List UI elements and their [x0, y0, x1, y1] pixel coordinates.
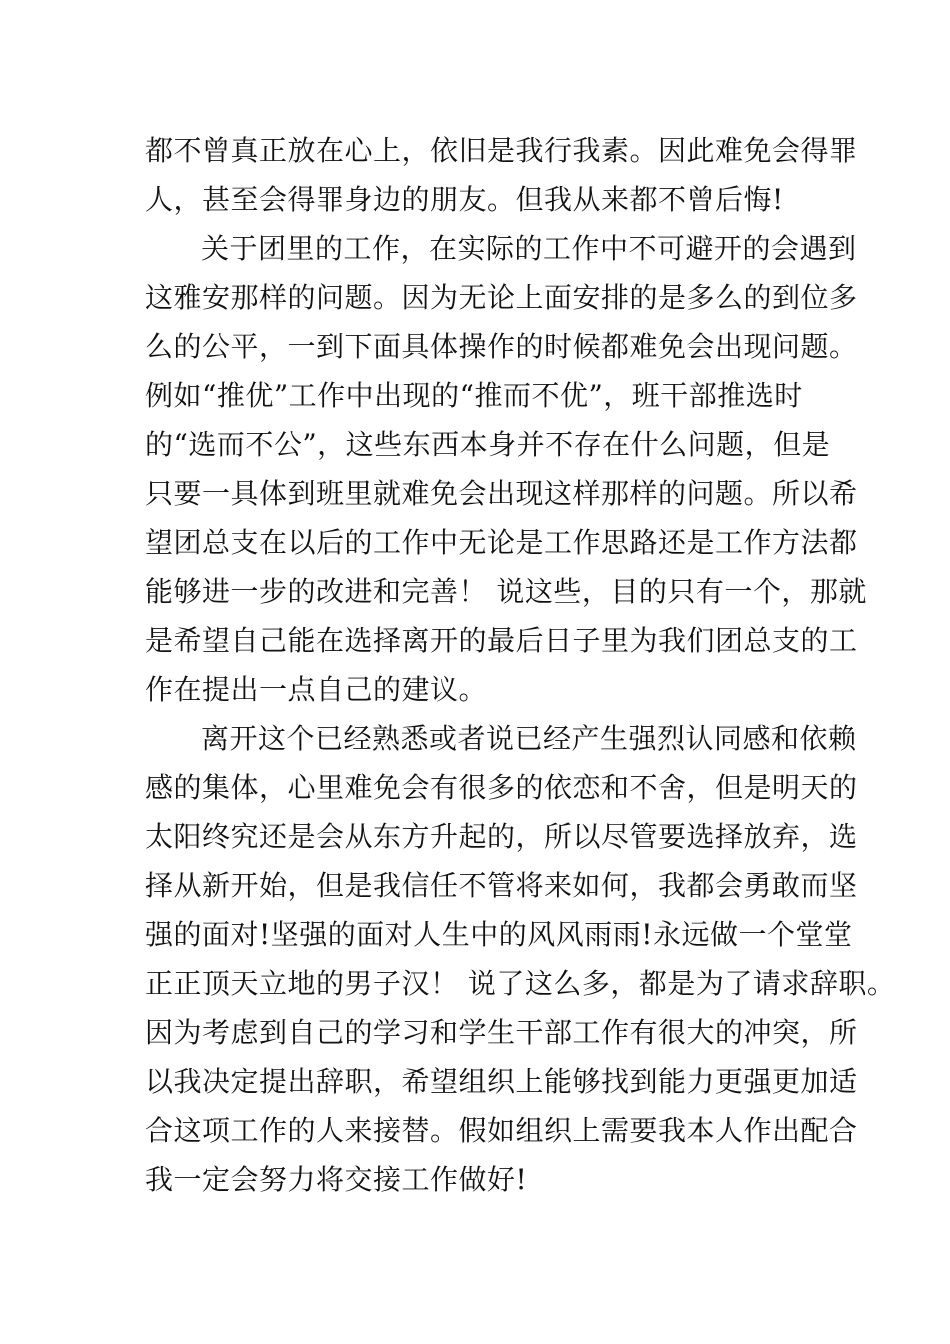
text-line: 望团总支在以后的工作中无论是工作思路还是工作方法都 [145, 526, 858, 559]
text-line: 感的集体，心里难免会有很多的依恋和不舍，但是明天的 [145, 771, 858, 804]
text-line: 的“选而不公”，这些东西本身并不存在什么问题，但是 [145, 428, 831, 461]
text-line: 只要一具体到班里就难免会出现这样那样的问题。所以希 [145, 477, 858, 510]
paragraph-start-line: 离开这个已经熟悉或者说已经产生强烈认同感和依赖 [201, 722, 857, 755]
body-text [145, 126, 896, 1204]
text-line: 例如“推优”工作中出现的“推而不优”，班干部推选时 [145, 379, 803, 412]
text-line: 因为考虑到自己的学习和学生干部工作有很大的冲突，所 [145, 1016, 858, 1049]
text-line: 择从新开始，但是我信任不管将来如何，我都会勇敢而坚 [145, 869, 858, 902]
paragraph-start-line: 关于团里的工作，在实际的工作中不可避开的会遇到 [201, 232, 857, 265]
text-line: 都不曾真正放在心上，依旧是我行我素。因此难免会得罪 [145, 134, 858, 167]
text-line: 么的公平，一到下面具体操作的时候都难免会出现问题。 [145, 330, 858, 363]
text-line: 强的面对!坚强的面对人生中的风风雨雨!永远做一个堂堂 [145, 918, 853, 951]
text-line: 这雅安那样的问题。因为无论上面安排的是多么的到位多 [145, 281, 858, 314]
text-line: 正正顶天立地的男子汉！ 说了这么多，都是为了请求辞职。 [145, 967, 896, 1000]
text-line: 是希望自己能在选择离开的最后日子里为我们团总支的工 [145, 624, 858, 657]
text-line: 我一定会努力将交接工作做好! [145, 1163, 528, 1196]
text-line: 以我决定提出辞职，希望组织上能够找到能力更强更加适 [145, 1065, 858, 1098]
text-line: 能够进一步的改进和完善！ 说这些，目的只有一个，那就 [145, 575, 867, 608]
text-line: 太阳终究还是会从东方升起的，所以尽管要选择放弃，选 [145, 820, 858, 853]
text-line: 合这项工作的人来接替。假如组织上需要我本人作出配合 [145, 1114, 858, 1147]
text-line: 作在提出一点自己的建议。 [145, 673, 488, 706]
text-line: 人，甚至会得罪身边的朋友。但我从来都不曾后悔! [145, 183, 784, 216]
